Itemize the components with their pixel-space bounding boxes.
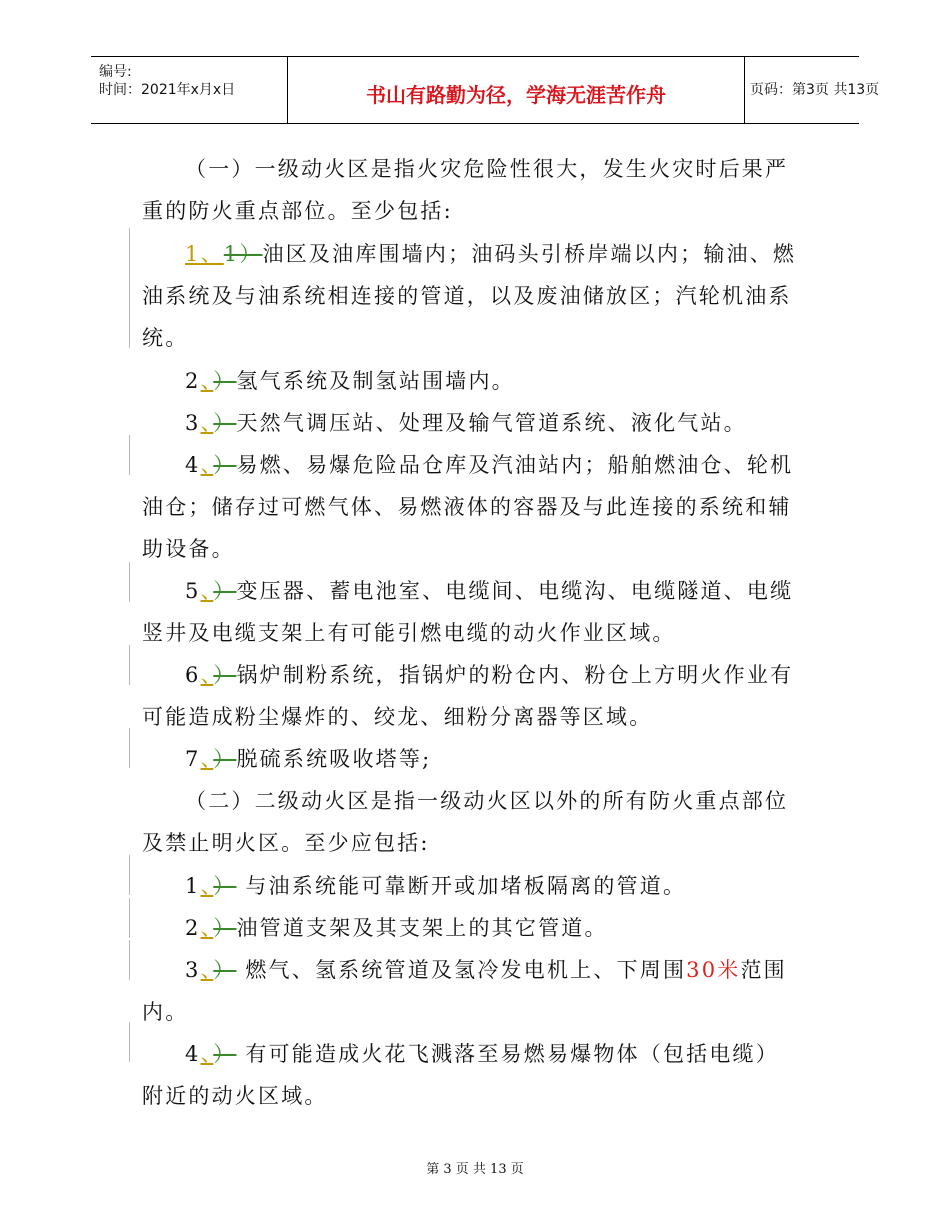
deleted-mark: ） xyxy=(213,1042,237,1066)
list-item-text: 脱硫系统吸收塔等; xyxy=(236,747,432,771)
item-number: 5 xyxy=(185,579,201,603)
list-item-text: 易燃、易爆危险品仓库及汽油站内；船舶燃油仓、轮机 xyxy=(236,453,794,477)
list-item-text: 变压器、蓄电池室、电缆间、电缆沟、电缆隧道、电缆 xyxy=(236,579,794,603)
inserted-mark: 、 xyxy=(200,747,214,771)
list-item xyxy=(185,659,793,689)
revision-bar xyxy=(129,855,130,895)
inserted-mark: 、 xyxy=(200,874,214,898)
list-item xyxy=(185,575,793,605)
paragraph-line: 油系统及与油系统相连接的管道，以及废油储放区；汽轮机油系 xyxy=(142,284,792,308)
inserted-mark: 、 xyxy=(200,579,214,603)
paragraph-line: 油仓；储存过可燃气体、易燃液体的容器及与此连接的系统和辅 xyxy=(142,495,792,519)
deleted-mark: 1） xyxy=(223,242,263,266)
inserted-mark: 、 xyxy=(200,411,214,435)
list-item-text: 有可能造成火花飞溅落至易燃易爆物体（包括电缆） xyxy=(236,1042,779,1066)
list-item-text: 氢气系统及制氢站围墙内。 xyxy=(236,369,515,393)
deleted-mark: ） xyxy=(213,747,237,771)
deleted-mark: ） xyxy=(213,916,237,940)
paragraph-line: 重的防火重点部位。至少包括: xyxy=(142,199,453,223)
list-item-text: 与油系统能可靠断开或加堵板隔离的管道。 xyxy=(236,874,687,898)
revision-bar xyxy=(129,645,130,685)
list-item xyxy=(185,954,787,984)
header-motto: 书山有路勤为径，学海无涯苦作舟 xyxy=(366,83,666,107)
revision-bar xyxy=(129,562,130,602)
header-right-cell xyxy=(744,57,880,123)
list-item-text: 天然气调压站、处理及输气管道系统、液化气站。 xyxy=(236,411,747,435)
list-item-text: 燃气、氢系统管道及氢冷发电机上、下周围 xyxy=(236,958,687,982)
item-number: 1 xyxy=(185,874,201,898)
paragraph-line: 可能造成粉尘爆炸的、绞龙、细粉分离器等区域。 xyxy=(142,705,653,729)
list-item-text: 油区及油库围墙内；油码头引桥岸端以内；输油、燃 xyxy=(262,242,797,266)
item-number: 3 xyxy=(185,411,201,435)
document-time-label: 时间：2021年x月x日 xyxy=(99,82,236,98)
item-number: 4 xyxy=(185,1042,201,1066)
item-number: 6 xyxy=(185,663,201,687)
paragraph-line: 统。 xyxy=(142,326,189,350)
revision-bar xyxy=(129,940,130,980)
list-item xyxy=(185,238,796,268)
inserted-mark: 、 xyxy=(200,242,224,266)
paragraph-line: （一）一级动火区是指火灾危险性很大，发生火灾时后果严 xyxy=(185,157,789,181)
document-number-label: 编号: xyxy=(99,64,132,80)
list-item xyxy=(185,912,608,942)
item-number: 2 xyxy=(185,916,201,940)
header-center-cell xyxy=(287,57,745,123)
highlighted-distance: 30米 xyxy=(686,958,741,982)
revision-bar xyxy=(129,228,130,348)
deleted-mark: ） xyxy=(213,663,237,687)
revision-bar xyxy=(129,898,130,938)
deleted-mark: ） xyxy=(213,874,237,898)
list-item xyxy=(185,743,431,773)
inserted-mark: 、 xyxy=(200,958,214,982)
page-footer: 第 3 页 共 13 页 xyxy=(426,1162,524,1177)
list-item xyxy=(185,870,686,900)
list-item-text: 范围 xyxy=(740,958,787,982)
list-item xyxy=(185,407,747,437)
list-item xyxy=(185,1038,779,1068)
revision-bar xyxy=(129,728,130,768)
paragraph-line: 附近的动火区域。 xyxy=(142,1084,328,1108)
header-left-cell xyxy=(91,57,287,123)
deleted-mark: ） xyxy=(213,958,237,982)
inserted-mark: 、 xyxy=(200,369,214,393)
paragraph-line: 及禁止明火区。至少应包括: xyxy=(142,831,430,855)
revision-bar xyxy=(129,1022,130,1062)
item-number: 1 xyxy=(185,242,201,266)
inserted-mark: 、 xyxy=(200,1042,214,1066)
deleted-mark: ） xyxy=(213,369,237,393)
item-number: 3 xyxy=(185,958,201,982)
paragraph-line: 竖井及电缆支架上有可能引燃电缆的动火作业区域。 xyxy=(142,621,676,645)
paragraph-line: 助设备。 xyxy=(142,537,235,561)
list-item xyxy=(185,365,515,395)
deleted-mark: ） xyxy=(213,579,237,603)
inserted-mark: 、 xyxy=(200,453,214,477)
list-item-text: 锅炉制粉系统，指锅炉的粉仓内、粉仓上方明火作业有 xyxy=(236,663,794,687)
item-number: 4 xyxy=(185,453,201,477)
deleted-mark: ） xyxy=(213,453,237,477)
paragraph-line: （二）二级动火区是指一级动火区以外的所有防火重点部位 xyxy=(185,789,789,813)
list-item-text: 油管道支架及其支架上的其它管道。 xyxy=(236,916,608,940)
paragraph-line: 内。 xyxy=(142,1000,189,1024)
revision-bar xyxy=(129,435,130,475)
list-item xyxy=(185,449,793,479)
item-number: 2 xyxy=(185,369,201,393)
inserted-mark: 、 xyxy=(200,663,214,687)
item-number: 7 xyxy=(185,747,201,771)
deleted-mark: ） xyxy=(213,411,237,435)
document-header xyxy=(91,56,880,124)
inserted-mark: 、 xyxy=(200,916,214,940)
header-page-label: 页码：第3页 共13页 xyxy=(750,82,880,98)
